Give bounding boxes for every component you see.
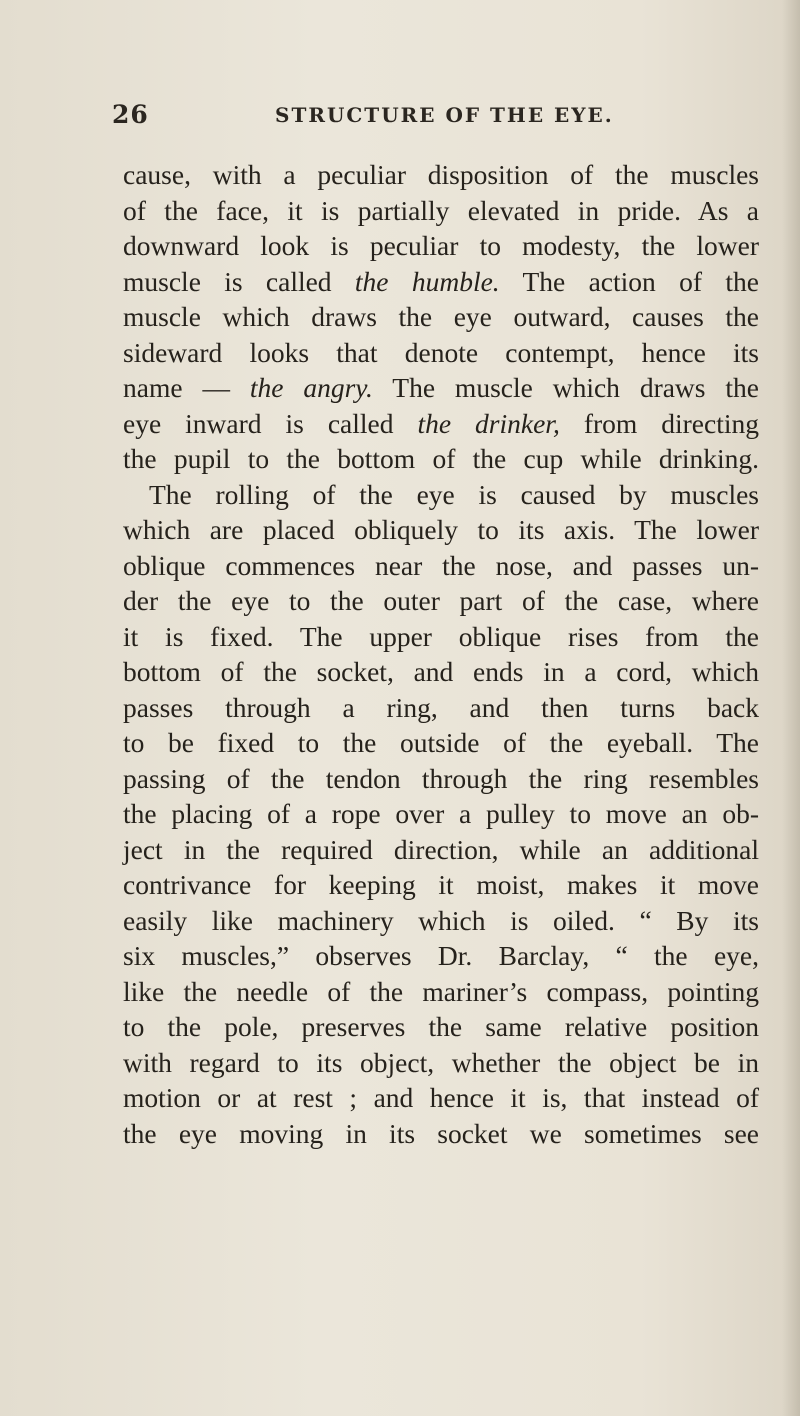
text-run: from directing [559, 407, 759, 439]
text-line: oblique commences near the nose, and passes un- [123, 549, 759, 581]
italic-term: the drinker, [417, 407, 560, 439]
text-line: passes through a ring, and then turns back [123, 691, 759, 723]
text-line: sideward looks that denote contempt, hence its [123, 336, 759, 368]
paragraph-first-line: The rolling of the eye is caused by muscles [149, 478, 759, 510]
text-line: the placing of a rope over a pulley to move an ob- [123, 798, 759, 829]
text-line: to be fixed to the outside of the eyeball. The [123, 727, 759, 758]
text-line: passing of the tendon through the ring resembles [123, 762, 759, 794]
text-line: contrivance for keeping it moist, makes it move [123, 869, 759, 900]
text-line [123, 370, 759, 406]
text-line: downward look is peculiar to modesty, the lower [123, 230, 759, 261]
text-line [123, 406, 759, 442]
text-line: with regard to its object, whether the object be in [123, 1046, 759, 1078]
text-line: muscle which draws the eye outward, causes the [123, 301, 759, 332]
text-line: it is fixed. The upper oblique rises from the [123, 620, 759, 652]
text-line: which are placed obliquely to its axis. The lower [123, 514, 759, 545]
text-line: to the pole, preserves the same relative position [123, 1011, 759, 1042]
text-line: easily like machinery which is oiled. “ By its [123, 904, 759, 936]
text-line: cause, with a peculiar disposition of the muscles [123, 159, 759, 190]
text-run: The muscle which draws the [372, 372, 759, 403]
running-head [112, 100, 672, 140]
text-line: der the eye to the outer part of the case, where [123, 585, 759, 616]
text-line: the eye moving in its socket we sometimes see [123, 1117, 759, 1149]
text-line: the pupil to the bottom of the cup while drinking. [123, 443, 759, 474]
italic-term: the angry. [249, 372, 373, 403]
text-run: The action of the [499, 265, 759, 297]
page-edge-shadow [782, 0, 800, 1416]
text-line: six muscles,” observes Dr. Barclay, “ the eye, [123, 940, 759, 971]
page-number: 26 [112, 100, 149, 129]
text-line: motion or at rest ; and hence it is, that instead of [123, 1082, 759, 1113]
italic-term: the humble. [354, 265, 500, 297]
running-title: STRUCTURE OF THE EYE. [275, 103, 614, 127]
text-line: like the needle of the mariner’s compass, pointing [123, 975, 759, 1007]
text-line: bottom of the socket, and ends in a cord, which [123, 656, 759, 687]
text-run: muscle is called [123, 265, 355, 297]
text-run: eye inward is called [123, 407, 418, 439]
text-line: of the face, it is partially elevated in pride. As a [123, 194, 759, 226]
text-line: ject in the required direction, while an additional [123, 833, 759, 865]
text-line [123, 264, 759, 300]
body-text [123, 157, 759, 1151]
text-run: name — [123, 372, 250, 403]
